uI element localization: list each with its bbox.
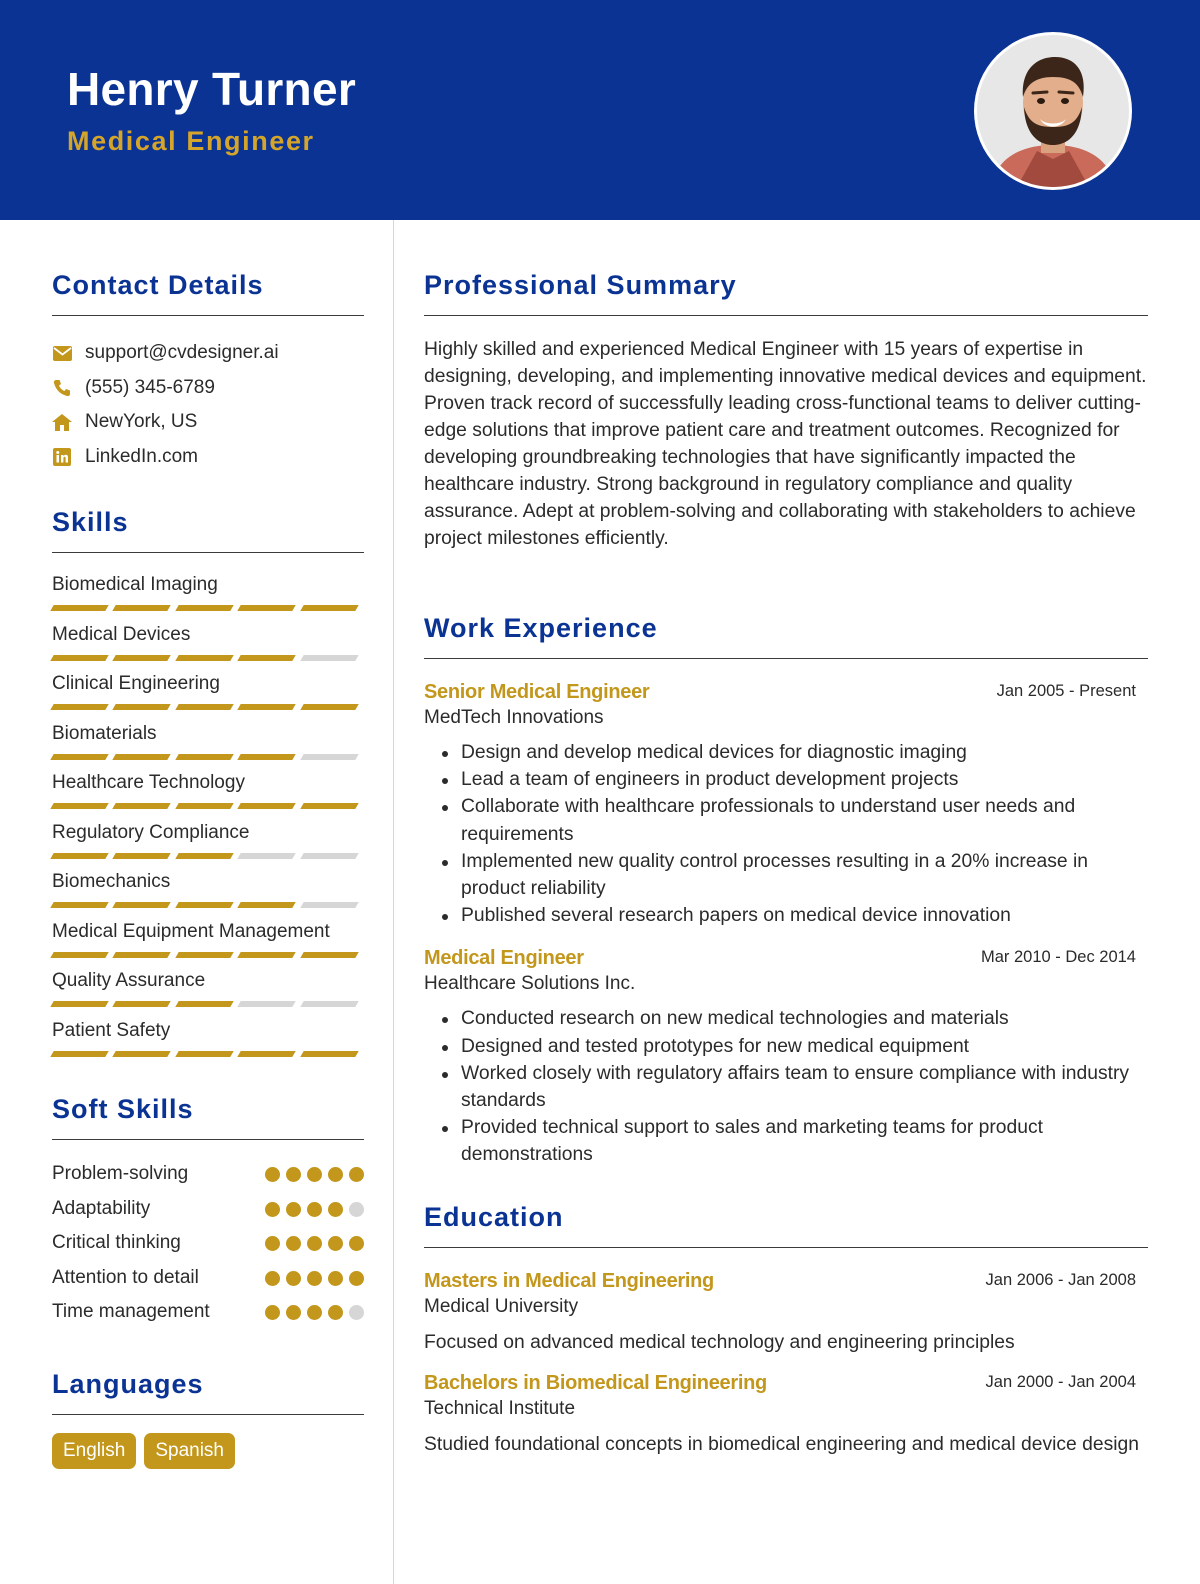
education-entry	[424, 1268, 1148, 1357]
skill-level-segment	[113, 853, 172, 859]
skill-level-segment	[50, 704, 109, 710]
skill-level-bar	[52, 655, 364, 661]
rating-dot	[307, 1236, 322, 1251]
skill-level-segment	[50, 952, 109, 958]
rating-dot	[349, 1305, 364, 1320]
soft-skill-item	[52, 1298, 364, 1333]
education-description: Focused on advanced medical technology and engineering principles	[424, 1331, 1015, 1353]
job-date: Mar 2010 - Dec 2014	[980, 948, 1136, 967]
job-bullet: Collaborate with healthcare professionals to understand user needs and requirements	[424, 793, 1148, 847]
skill-level-segment	[237, 803, 296, 809]
soft-skills-heading: Soft Skills	[52, 1094, 364, 1140]
skill-level-segment	[175, 902, 234, 908]
rating-dot	[307, 1167, 322, 1182]
education-heading: Education	[424, 1202, 1148, 1248]
skill-level-segment	[175, 952, 234, 958]
skill-label: Quality Assurance	[52, 970, 206, 991]
contact-location-text: NewYork, US	[85, 411, 198, 433]
skill-item	[52, 622, 364, 672]
skill-level-segment	[300, 605, 359, 611]
job-entry	[424, 945, 1148, 1168]
skill-label: Regulatory Compliance	[52, 821, 250, 843]
education-description: Studied foundational concepts in biomedical engineering and medical device design	[424, 1433, 1139, 1455]
skill-level-segment	[237, 605, 296, 611]
skill-level-bar	[52, 803, 364, 809]
rating-dot	[349, 1167, 364, 1182]
skill-level-segment	[175, 754, 234, 760]
rating-dot	[328, 1167, 343, 1182]
soft-skill-item	[52, 1264, 364, 1299]
school-name: Medical University	[424, 1295, 579, 1317]
skill-item	[52, 671, 364, 721]
resume-header	[0, 0, 1200, 220]
degree-title: Bachelors in Biomedical Engineering	[424, 1371, 767, 1394]
soft-skill-rating	[259, 1264, 364, 1286]
home-icon	[52, 412, 72, 432]
skill-item	[52, 1018, 364, 1068]
skills-heading: Skills	[52, 507, 364, 553]
rating-dot	[265, 1236, 280, 1251]
skill-level-segment	[50, 754, 109, 760]
soft-skill-item	[52, 1229, 364, 1264]
soft-skill-rating	[259, 1229, 364, 1251]
contact-email	[52, 336, 364, 371]
job-bullet: Conducted research on new medical technologies and materials	[424, 1005, 1148, 1032]
skill-level-segment	[300, 853, 359, 859]
soft-skill-label: Time management	[52, 1301, 210, 1322]
rating-dot	[307, 1202, 322, 1217]
languages-list	[52, 1433, 364, 1469]
rating-dot	[307, 1271, 322, 1286]
skill-level-segment	[50, 803, 109, 809]
skill-item	[52, 572, 364, 622]
skill-level-bar	[52, 605, 364, 611]
skill-level-bar	[52, 902, 364, 908]
skill-level-segment	[50, 1001, 109, 1007]
skill-level-segment	[113, 952, 172, 958]
job-bullets	[424, 739, 1148, 929]
skill-item	[52, 869, 364, 919]
skill-label: Patient Safety	[52, 1019, 171, 1041]
skill-level-bar	[52, 853, 364, 859]
skill-level-segment	[50, 605, 109, 611]
skill-level-segment	[300, 754, 359, 760]
soft-skill-label: Problem-solving	[52, 1163, 189, 1184]
rating-dot	[286, 1167, 301, 1182]
skill-level-segment	[300, 1001, 359, 1007]
skill-level-segment	[175, 605, 234, 611]
education-date: Jan 2006 - Jan 2008	[985, 1270, 1136, 1289]
rating-dot	[286, 1271, 301, 1286]
skill-level-segment	[175, 704, 234, 710]
rating-dot	[349, 1202, 364, 1217]
profile-photo-illustration	[977, 35, 1129, 187]
skill-label: Medical Equipment Management	[52, 920, 330, 942]
skill-item	[52, 919, 364, 969]
languages-heading: Languages	[52, 1369, 364, 1415]
soft-skill-rating	[259, 1160, 364, 1182]
skill-level-segment	[237, 754, 296, 760]
right-column	[424, 270, 1148, 1459]
skill-level-segment	[113, 1051, 172, 1057]
job-bullet: Worked closely with regulatory affairs team to ensure compliance with industry standards	[424, 1060, 1148, 1114]
envelope-icon	[52, 343, 72, 363]
skill-level-bar	[52, 1051, 364, 1057]
job-date: Jan 2005 - Present	[996, 682, 1136, 700]
job-title: Medical Engineer	[424, 947, 584, 970]
profile-photo	[974, 32, 1132, 190]
rating-dot	[328, 1305, 343, 1320]
skill-level-bar	[52, 952, 364, 958]
rating-dot	[307, 1305, 322, 1320]
job-bullet: Provided technical support to sales and marketing teams for product demonstrations	[424, 1114, 1148, 1168]
skill-level-segment	[50, 1051, 109, 1057]
soft-skill-rating	[259, 1195, 364, 1217]
rating-dot	[349, 1271, 364, 1286]
column-divider	[393, 220, 394, 1584]
skill-level-segment	[175, 1001, 234, 1007]
skill-level-segment	[237, 1051, 296, 1057]
rating-dot	[349, 1236, 364, 1251]
skill-label: Biomedical Imaging	[52, 574, 218, 595]
left-column	[52, 270, 364, 1469]
degree-title: Masters in Medical Engineering	[424, 1269, 714, 1292]
education-entry	[424, 1370, 1148, 1459]
skill-level-segment	[113, 754, 172, 760]
contact-list	[52, 336, 364, 474]
summary-text: Highly skilled and experienced Medical Engineer with 15 years of expertise in designing, developing, and implementing innovative medical devices and equipment. Proven track record of successfully leading cross-functional teams to deliver cutting-edge solutions that improve patient care and treatment outcomes. Recognized for developing groundbreaking technologies that have significantly impacted the healthcare industry. Strong background in regulatory compliance and quality assurance. Adept at problem-solving and collaborating with stakeholders to achieve project milestones efficiently.	[424, 339, 1147, 549]
skill-level-segment	[113, 1001, 172, 1007]
rating-dot	[286, 1236, 301, 1251]
skill-level-segment	[300, 1051, 359, 1057]
skill-level-segment	[175, 655, 234, 661]
skill-label: Medical Devices	[52, 623, 191, 645]
skill-level-segment	[237, 952, 296, 958]
job-title: Senior Medical Engineer	[424, 681, 650, 703]
experience-heading: Work Experience	[424, 613, 1148, 659]
skill-level-segment	[300, 655, 359, 661]
contact-phone	[52, 371, 364, 406]
skill-level-segment	[50, 853, 109, 859]
rating-dot	[265, 1305, 280, 1320]
candidate-title: Medical Engineer	[67, 126, 315, 156]
rating-dot	[265, 1167, 280, 1182]
rating-dot	[265, 1202, 280, 1217]
job-bullet: Lead a team of engineers in product development projects	[424, 766, 1148, 793]
skill-label: Biomaterials	[52, 722, 157, 744]
skill-item	[52, 770, 364, 820]
contact-email-text: support@cvdesigner.ai	[85, 342, 279, 364]
skill-level-segment	[237, 704, 296, 710]
contact-phone-text: (555) 345-6789	[85, 376, 215, 398]
skill-label: Clinical Engineering	[52, 673, 220, 694]
soft-skill-item	[52, 1160, 364, 1195]
contact-linkedin	[52, 440, 364, 475]
contact-location	[52, 405, 364, 440]
skill-level-segment	[237, 655, 296, 661]
skill-level-segment	[237, 853, 296, 859]
skill-level-segment	[50, 655, 109, 661]
rating-dot	[286, 1202, 301, 1217]
skill-item	[52, 968, 364, 1018]
job-company: MedTech Innovations	[424, 707, 604, 728]
skill-level-segment	[175, 803, 234, 809]
language-badge: Spanish	[144, 1433, 235, 1469]
education-date: Jan 2000 - Jan 2004	[985, 1372, 1136, 1391]
soft-skill-label: Critical thinking	[52, 1232, 181, 1253]
skills-list	[52, 572, 364, 1067]
skill-level-segment	[113, 655, 172, 661]
job-bullet: Designed and tested prototypes for new medical equipment	[424, 1033, 1148, 1060]
summary-heading: Professional Summary	[424, 270, 1148, 316]
soft-skill-item	[52, 1195, 364, 1230]
skill-level-bar	[52, 754, 364, 760]
skill-level-segment	[237, 1001, 296, 1007]
rating-dot	[328, 1271, 343, 1286]
rating-dot	[328, 1202, 343, 1217]
skill-level-segment	[175, 853, 234, 859]
contact-linkedin-text: LinkedIn.com	[85, 445, 199, 467]
skill-level-segment	[113, 803, 172, 809]
school-name: Technical Institute	[424, 1397, 576, 1419]
skill-level-bar	[52, 704, 364, 710]
skill-level-segment	[113, 704, 172, 710]
skill-label: Healthcare Technology	[52, 772, 245, 793]
phone-icon	[52, 378, 72, 398]
soft-skill-rating	[259, 1298, 364, 1320]
skill-level-segment	[113, 902, 172, 908]
contact-heading: Contact Details	[52, 270, 364, 316]
skill-label: Biomechanics	[52, 871, 171, 892]
job-entry	[424, 679, 1148, 929]
skill-level-segment	[237, 902, 296, 908]
skill-level-bar	[52, 1001, 364, 1007]
candidate-name: Henry Turner	[67, 63, 357, 115]
job-bullet: Design and develop medical devices for diagnostic imaging	[424, 739, 1148, 766]
job-bullets	[424, 1005, 1148, 1168]
soft-skills-list	[52, 1160, 364, 1333]
rating-dot	[286, 1305, 301, 1320]
rating-dot	[328, 1236, 343, 1251]
skill-level-segment	[50, 902, 109, 908]
skill-level-segment	[113, 605, 172, 611]
soft-skill-label: Adaptability	[52, 1197, 151, 1219]
language-badge: English	[52, 1433, 136, 1469]
job-bullet: Implemented new quality control processes resulting in a 20% increase in product reliability	[424, 848, 1148, 902]
skill-level-segment	[300, 803, 359, 809]
skill-level-segment	[300, 902, 359, 908]
linkedin-icon	[52, 447, 72, 467]
soft-skill-label: Attention to detail	[52, 1266, 199, 1288]
skill-item	[52, 721, 364, 771]
job-bullet: Published several research papers on medical device innovation	[424, 902, 1148, 929]
skill-level-segment	[300, 704, 359, 710]
job-company: Healthcare Solutions Inc.	[424, 973, 636, 995]
rating-dot	[265, 1271, 280, 1286]
skill-level-segment	[300, 952, 359, 958]
skill-item	[52, 820, 364, 870]
skill-level-segment	[175, 1051, 234, 1057]
